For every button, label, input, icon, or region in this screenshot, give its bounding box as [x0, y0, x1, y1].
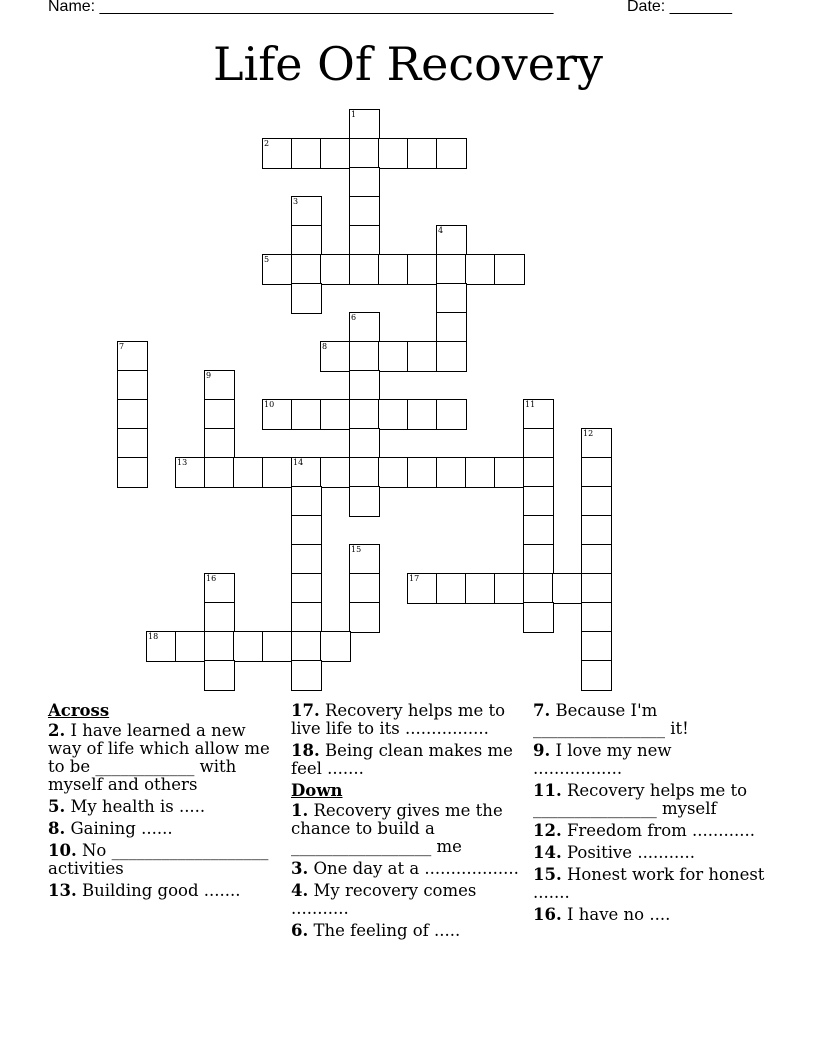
clue-item — [291, 742, 523, 778]
across-heading: Across — [48, 701, 110, 720]
clues-column-2 — [291, 702, 523, 944]
clue-item — [48, 798, 280, 816]
clue-number: 4 — [438, 226, 444, 235]
grid-cell[interactable] — [117, 399, 148, 430]
clue-item-text: Recovery helps me to _______________ myself — [533, 781, 748, 818]
clue-item-number: 7. — [533, 701, 551, 720]
grid-cell[interactable] — [291, 544, 322, 575]
down-heading: Down — [291, 781, 343, 800]
grid-cell[interactable] — [581, 573, 612, 604]
grid-cell[interactable] — [349, 486, 380, 517]
grid-cell[interactable] — [436, 573, 467, 604]
clue-item — [533, 782, 765, 818]
clue-item-number: 9. — [533, 741, 551, 760]
clue-number: 9 — [206, 371, 212, 380]
grid-cell[interactable] — [523, 515, 554, 546]
grid-cell[interactable] — [291, 457, 322, 488]
across-clue-list — [48, 722, 280, 900]
grid-cell[interactable] — [320, 457, 351, 488]
clue-item-text: Honest work for honest ....... — [533, 865, 765, 902]
clue-item — [533, 866, 765, 902]
date-field[interactable]: Date: _______ — [627, 0, 732, 15]
clue-item-text: I have learned a new way of life which allow me to be ____________ with myself and others — [48, 721, 270, 794]
grid-cell[interactable] — [204, 602, 235, 633]
clue-item — [291, 922, 523, 940]
grid-cell[interactable] — [291, 196, 322, 227]
clue-item — [533, 742, 765, 778]
page-title: Life Of Recovery — [213, 37, 603, 91]
grid-cell[interactable] — [436, 312, 467, 343]
grid-cell[interactable] — [320, 399, 351, 430]
grid-cell[interactable] — [436, 399, 467, 430]
grid-cell[interactable] — [291, 486, 322, 517]
clue-item — [533, 822, 765, 840]
grid-cell[interactable] — [349, 544, 380, 575]
clues-column-3 — [533, 702, 765, 928]
clue-item — [533, 844, 765, 862]
clue-item-number: 14. — [533, 843, 562, 862]
grid-cell[interactable] — [117, 428, 148, 459]
clue-item-text: My health is ..... — [70, 797, 206, 816]
grid-cell[interactable] — [378, 457, 409, 488]
grid-cell[interactable] — [378, 341, 409, 372]
grid-cell[interactable] — [407, 254, 438, 285]
clue-item-number: 12. — [533, 821, 562, 840]
grid-cell[interactable] — [349, 138, 380, 169]
grid-cell[interactable] — [523, 486, 554, 517]
grid-cell[interactable] — [523, 602, 554, 633]
clue-item-number: 4. — [291, 881, 309, 900]
grid-cell[interactable] — [204, 428, 235, 459]
clue-item-number: 3. — [291, 859, 309, 878]
grid-cell[interactable] — [407, 341, 438, 372]
clue-item-number: 8. — [48, 819, 66, 838]
clue-item-number: 11. — [533, 781, 562, 800]
grid-cell[interactable] — [262, 399, 293, 430]
clue-item-number: 5. — [48, 797, 66, 816]
clue-item — [48, 882, 280, 900]
grid-cell[interactable] — [407, 138, 438, 169]
grid-cell[interactable] — [291, 573, 322, 604]
grid-cell[interactable] — [204, 573, 235, 604]
grid-cell[interactable] — [581, 631, 612, 662]
grid-cell[interactable] — [204, 370, 235, 401]
grid-cell[interactable] — [349, 196, 380, 227]
grid-cell[interactable] — [581, 660, 612, 691]
clue-number: 10 — [264, 400, 275, 409]
grid-cell[interactable] — [349, 573, 380, 604]
grid-cell[interactable] — [117, 341, 148, 372]
clue-number: 8 — [322, 342, 328, 351]
clue-item-text: The feeling of ..... — [313, 921, 461, 940]
grid-cell[interactable] — [117, 457, 148, 488]
clue-item-text: My recovery comes ........... — [291, 881, 477, 918]
clue-number: 15 — [351, 545, 362, 554]
grid-cell[interactable] — [320, 138, 351, 169]
grid-cell[interactable] — [436, 283, 467, 314]
clue-item-text: Recovery gives me the chance to build a _________________ me — [291, 801, 503, 856]
grid-cell[interactable] — [523, 544, 554, 575]
clue-item — [48, 842, 280, 878]
clue-number: 17 — [409, 574, 420, 583]
clue-item-text: Freedom from ............ — [566, 821, 755, 840]
grid-cell[interactable] — [175, 457, 206, 488]
clue-item-number: 13. — [48, 881, 77, 900]
clue-number: 12 — [583, 429, 594, 438]
grid-cell[interactable] — [233, 457, 264, 488]
grid-cell[interactable] — [117, 370, 148, 401]
grid-cell[interactable] — [407, 573, 438, 604]
clue-item-number: 17. — [291, 701, 320, 720]
grid-cell[interactable] — [349, 225, 380, 256]
clue-item-text: No ___________________ activities — [48, 841, 269, 878]
grid-cell[interactable] — [349, 428, 380, 459]
grid-cell[interactable] — [291, 660, 322, 691]
grid-cell[interactable] — [320, 341, 351, 372]
grid-cell[interactable] — [581, 602, 612, 633]
grid-cell[interactable] — [523, 399, 554, 430]
clues-column-1 — [48, 702, 280, 904]
grid-cell[interactable] — [349, 312, 380, 343]
clue-item-text: One day at a .................. — [313, 859, 519, 878]
down-clue-list-continued — [533, 702, 765, 924]
clue-number: 6 — [351, 313, 357, 322]
clue-item-number: 18. — [291, 741, 320, 760]
grid-cell[interactable] — [204, 660, 235, 691]
grid-cell[interactable] — [349, 109, 380, 140]
grid-cell[interactable] — [523, 457, 554, 488]
grid-cell[interactable] — [349, 370, 380, 401]
grid-cell[interactable] — [175, 631, 206, 662]
clue-item — [48, 820, 280, 838]
grid-cell[interactable] — [349, 399, 380, 430]
grid-cell[interactable] — [378, 138, 409, 169]
grid-cell[interactable] — [204, 631, 235, 662]
clue-number: 7 — [119, 342, 125, 351]
grid-cell[interactable] — [262, 138, 293, 169]
clue-item — [291, 702, 523, 738]
clue-number: 2 — [264, 139, 270, 148]
clue-item-number: 1. — [291, 801, 309, 820]
clue-number: 1 — [351, 110, 357, 119]
clue-item-text: Positive ........... — [566, 843, 696, 862]
grid-cell[interactable] — [291, 254, 322, 285]
grid-cell[interactable] — [320, 631, 351, 662]
grid-cell[interactable] — [291, 225, 322, 256]
clue-item-text: Being clean makes me feel ....... — [291, 741, 513, 778]
grid-cell[interactable] — [465, 254, 496, 285]
grid-cell[interactable] — [407, 457, 438, 488]
grid-cell[interactable] — [552, 573, 583, 604]
clue-item-text: I have no .... — [566, 905, 671, 924]
grid-cell[interactable] — [291, 138, 322, 169]
clue-item-text: Recovery helps me to live life to its ................ — [291, 701, 506, 738]
clue-item — [533, 702, 765, 738]
clue-item — [291, 882, 523, 918]
grid-cell[interactable] — [349, 167, 380, 198]
grid-cell[interactable] — [465, 573, 496, 604]
clue-number: 11 — [525, 400, 536, 409]
grid-cell[interactable] — [494, 254, 525, 285]
grid-cell[interactable] — [494, 573, 525, 604]
grid-cell[interactable] — [233, 631, 264, 662]
grid-cell[interactable] — [523, 428, 554, 459]
clue-item-number: 2. — [48, 721, 66, 740]
grid-cell[interactable] — [204, 457, 235, 488]
grid-cell[interactable] — [349, 602, 380, 633]
grid-cell[interactable] — [262, 457, 293, 488]
grid-cell[interactable] — [204, 399, 235, 430]
clue-item — [48, 722, 280, 794]
grid-cell[interactable] — [436, 341, 467, 372]
grid-cell[interactable] — [291, 515, 322, 546]
clue-item-text: Building good ....... — [81, 881, 241, 900]
grid-cell[interactable] — [291, 602, 322, 633]
clue-number: 14 — [293, 458, 304, 467]
clue-item — [291, 802, 523, 856]
grid-cell[interactable] — [262, 631, 293, 662]
clue-item-number: 16. — [533, 905, 562, 924]
clue-number: 5 — [264, 255, 270, 264]
down-clue-list — [291, 802, 523, 940]
grid-cell[interactable] — [378, 254, 409, 285]
clue-item-text: Because I'm ________________ it! — [533, 701, 689, 738]
grid-cell[interactable] — [523, 573, 554, 604]
grid-cell[interactable] — [581, 457, 612, 488]
name-field[interactable]: Name: ___________________________________________________ — [48, 0, 554, 15]
grid-cell[interactable] — [378, 399, 409, 430]
grid-cell[interactable] — [436, 457, 467, 488]
grid-cell[interactable] — [436, 138, 467, 169]
clue-item-number: 15. — [533, 865, 562, 884]
clue-item — [533, 906, 765, 924]
grid-cell[interactable] — [494, 457, 525, 488]
grid-cell[interactable] — [349, 254, 380, 285]
grid-cell[interactable] — [146, 631, 177, 662]
grid-cell[interactable] — [262, 254, 293, 285]
grid-cell[interactable] — [349, 341, 380, 372]
clue-item-text: I love my new ................. — [533, 741, 672, 778]
clue-item-number: 6. — [291, 921, 309, 940]
grid-cell[interactable] — [320, 254, 351, 285]
grid-cell[interactable] — [349, 457, 380, 488]
clue-number: 16 — [206, 574, 217, 583]
grid-cell[interactable] — [581, 428, 612, 459]
grid-cell[interactable] — [581, 486, 612, 517]
grid-cell[interactable] — [436, 254, 467, 285]
grid-cell[interactable] — [291, 631, 322, 662]
grid-cell[interactable] — [436, 225, 467, 256]
clue-number: 3 — [293, 197, 299, 206]
grid-cell[interactable] — [465, 457, 496, 488]
clue-number: 13 — [177, 458, 188, 467]
grid-cell[interactable] — [291, 399, 322, 430]
clue-item-number: 10. — [48, 841, 77, 860]
grid-cell[interactable] — [407, 399, 438, 430]
grid-cell[interactable] — [581, 544, 612, 575]
clue-item-text: Gaining ...... — [70, 819, 173, 838]
grid-cell[interactable] — [581, 515, 612, 546]
grid-cell[interactable] — [291, 283, 322, 314]
across-clue-list-continued — [291, 702, 523, 778]
clue-number: 18 — [148, 632, 159, 641]
clue-item — [291, 860, 523, 878]
